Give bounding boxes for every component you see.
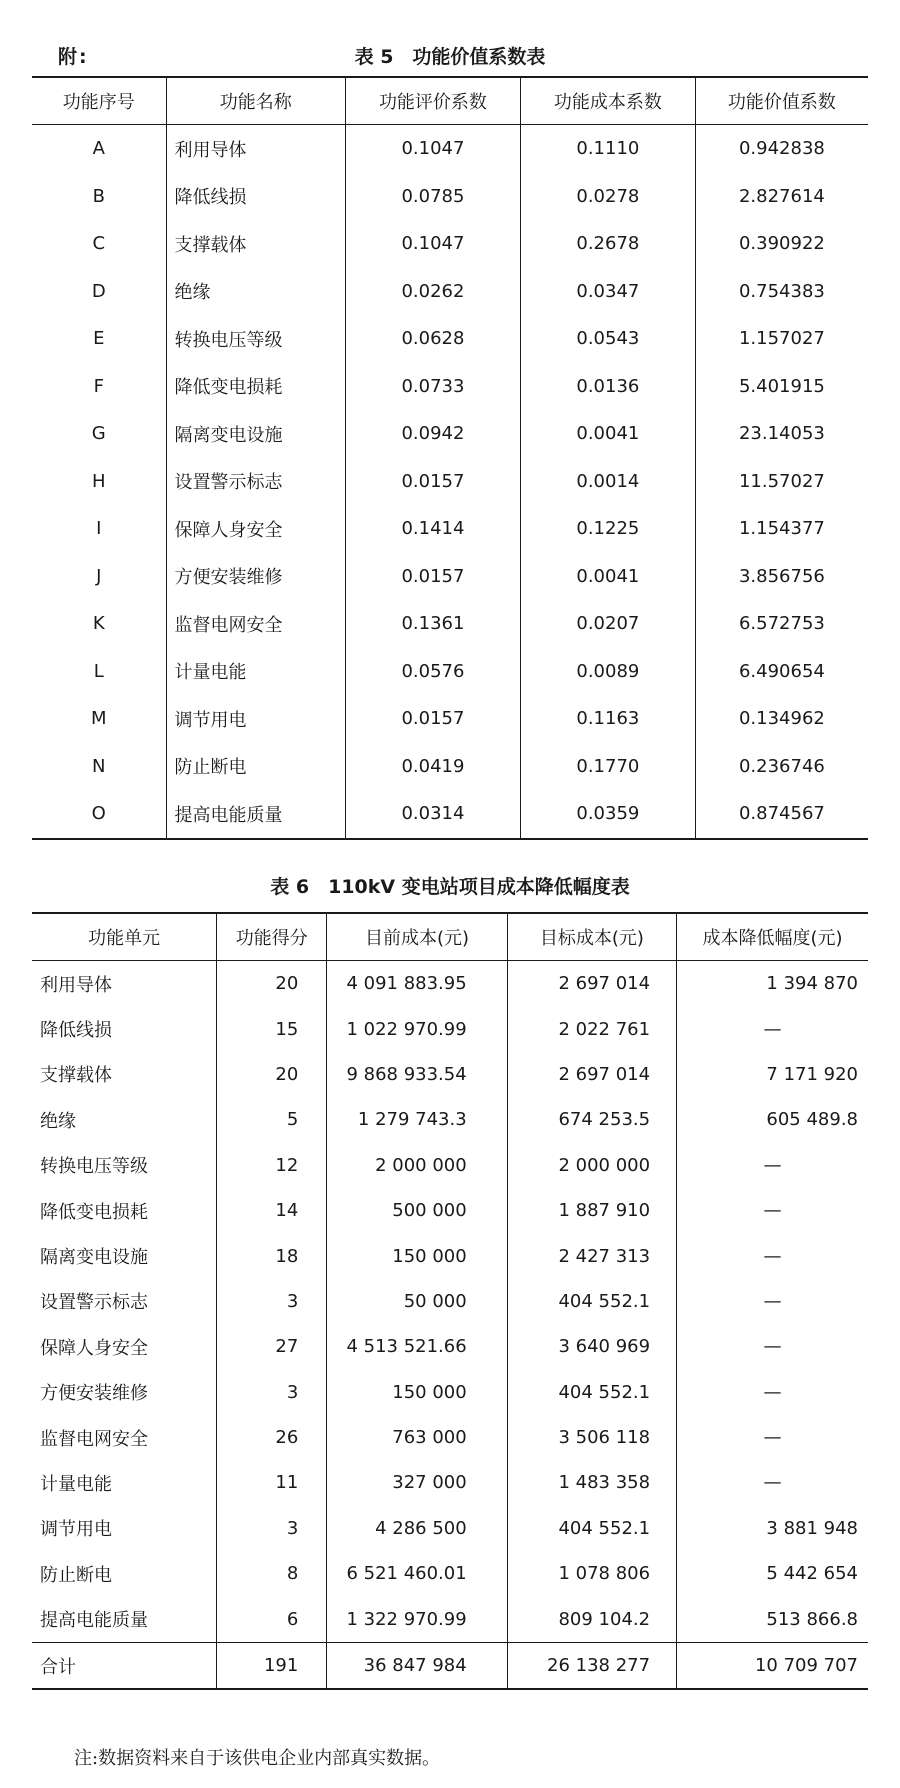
cell-function-unit: 降低变电损耗 — [32, 1188, 217, 1233]
cell-current-cost: 50 000 — [327, 1279, 507, 1324]
cell-function-no: D — [32, 268, 166, 316]
cell-target-cost: 404 552.1 — [507, 1506, 676, 1551]
cell-function-no: L — [32, 648, 166, 696]
cell-cost-reduction: 513 866.8 — [677, 1596, 868, 1642]
table-row — [32, 458, 868, 506]
cell-target-cost: 3 506 118 — [507, 1415, 676, 1460]
cell-function-score: 3 — [217, 1506, 327, 1551]
cell-current-cost: 4 091 883.95 — [327, 961, 507, 1007]
col-target-cost: 目标成本(元) — [507, 913, 676, 961]
cell-target-cost: 404 552.1 — [507, 1279, 676, 1324]
table-row — [32, 1052, 868, 1097]
cell-cost-coefficient: 0.0347 — [520, 268, 695, 316]
table-row — [32, 1506, 868, 1551]
table6-header-row — [32, 913, 868, 961]
cell-function-no: A — [32, 125, 166, 173]
cell-target-cost: 1 483 358 — [507, 1460, 676, 1505]
cell-function-no: M — [32, 695, 166, 743]
col-function-no: 功能序号 — [32, 77, 166, 125]
table-row — [32, 1188, 868, 1233]
cell-target-cost: 809 104.2 — [507, 1596, 676, 1642]
cell-value-coefficient: 6.572753 — [695, 600, 868, 648]
table-row — [32, 505, 868, 553]
cell-function-unit: 监督电网安全 — [32, 1415, 217, 1460]
cell-function-unit: 合计 — [32, 1642, 217, 1689]
cell-value-coefficient: 0.390922 — [695, 220, 868, 268]
cell-evaluation-coefficient: 0.1047 — [345, 220, 520, 268]
col-cost-reduction: 成本降低幅度(元) — [677, 913, 868, 961]
cell-function-name: 计量电能 — [166, 648, 345, 696]
cell-function-name: 支撑载体 — [166, 220, 345, 268]
cell-function-name: 调节用电 — [166, 695, 345, 743]
cell-evaluation-coefficient: 0.0419 — [345, 743, 520, 791]
table-row — [32, 1233, 868, 1278]
cell-cost-coefficient: 0.1110 — [520, 125, 695, 173]
cell-current-cost: 6 521 460.01 — [327, 1551, 507, 1596]
cell-cost-coefficient: 0.2678 — [520, 220, 695, 268]
cell-target-cost: 2 697 014 — [507, 961, 676, 1007]
col-function-unit: 功能单元 — [32, 913, 217, 961]
cell-cost-coefficient: 0.1163 — [520, 695, 695, 743]
cell-function-no: I — [32, 505, 166, 553]
table-row — [32, 1143, 868, 1188]
table5-header-row — [32, 77, 868, 125]
cell-value-coefficient: 0.874567 — [695, 790, 868, 839]
cell-cost-reduction: 5 442 654 — [677, 1551, 868, 1596]
cell-function-name: 保障人身安全 — [166, 505, 345, 553]
table-row — [32, 1415, 868, 1460]
cell-evaluation-coefficient: 0.0157 — [345, 553, 520, 601]
cell-function-name: 提高电能质量 — [166, 790, 345, 839]
cell-function-name: 监督电网安全 — [166, 600, 345, 648]
cell-current-cost: 150 000 — [327, 1370, 507, 1415]
cell-function-no: J — [32, 553, 166, 601]
cell-target-cost: 1 887 910 — [507, 1188, 676, 1233]
table-row — [32, 410, 868, 458]
table-row — [32, 743, 868, 791]
cell-function-score: 12 — [217, 1143, 327, 1188]
cell-function-name: 绝缘 — [166, 268, 345, 316]
cell-function-name: 隔离变电设施 — [166, 410, 345, 458]
cell-target-cost: 2 697 014 — [507, 1052, 676, 1097]
cell-function-score: 5 — [217, 1097, 327, 1142]
cell-evaluation-coefficient: 0.1047 — [345, 125, 520, 173]
cell-value-coefficient: 2.827614 — [695, 173, 868, 221]
cell-value-coefficient: 6.490654 — [695, 648, 868, 696]
cell-evaluation-coefficient: 0.0628 — [345, 315, 520, 363]
cell-function-score: 6 — [217, 1596, 327, 1642]
table-row — [32, 1324, 868, 1369]
cell-cost-reduction: — — [677, 1233, 868, 1278]
cell-function-name: 降低线损 — [166, 173, 345, 221]
table-row — [32, 1097, 868, 1142]
cell-cost-coefficient: 0.1225 — [520, 505, 695, 553]
table-row — [32, 220, 868, 268]
cell-cost-reduction: 3 881 948 — [677, 1506, 868, 1551]
cell-target-cost: 1 078 806 — [507, 1551, 676, 1596]
cell-function-unit: 设置警示标志 — [32, 1279, 217, 1324]
cell-target-cost: 3 640 969 — [507, 1324, 676, 1369]
cell-current-cost: 327 000 — [327, 1460, 507, 1505]
cell-target-cost: 674 253.5 — [507, 1097, 676, 1142]
table-row — [32, 1551, 868, 1596]
cell-value-coefficient: 1.154377 — [695, 505, 868, 553]
cell-function-name: 方便安装维修 — [166, 553, 345, 601]
cell-function-unit: 支撑载体 — [32, 1052, 217, 1097]
cell-function-score: 18 — [217, 1233, 327, 1278]
footnote: 注:数据资料来自于该供电企业内部真实数据。 — [74, 1748, 441, 1769]
cell-target-cost: 2 000 000 — [507, 1143, 676, 1188]
cell-value-coefficient: 1.157027 — [695, 315, 868, 363]
table5-title: 表 5 功能价值系数表 — [354, 46, 546, 68]
cell-evaluation-coefficient: 0.0157 — [345, 695, 520, 743]
cell-cost-coefficient: 0.1770 — [520, 743, 695, 791]
cell-cost-coefficient: 0.0014 — [520, 458, 695, 506]
table-row — [32, 553, 868, 601]
cell-cost-coefficient: 0.0207 — [520, 600, 695, 648]
cell-target-cost: 26 138 277 — [507, 1642, 676, 1689]
cell-value-coefficient: 0.754383 — [695, 268, 868, 316]
cell-evaluation-coefficient: 0.0942 — [345, 410, 520, 458]
cell-evaluation-coefficient: 0.0785 — [345, 173, 520, 221]
cell-function-no: O — [32, 790, 166, 839]
cell-cost-coefficient: 0.0041 — [520, 410, 695, 458]
cell-function-unit: 提高电能质量 — [32, 1596, 217, 1642]
cell-function-unit: 防止断电 — [32, 1551, 217, 1596]
table-row — [32, 1596, 868, 1642]
cell-value-coefficient: 0.942838 — [695, 125, 868, 173]
col-cost-coefficient: 功能成本系数 — [520, 77, 695, 125]
table-row — [32, 1279, 868, 1324]
cell-function-score: 11 — [217, 1460, 327, 1505]
cell-function-score: 3 — [217, 1370, 327, 1415]
total-row — [32, 1642, 868, 1689]
cell-value-coefficient: 3.856756 — [695, 553, 868, 601]
cell-function-unit: 方便安装维修 — [32, 1370, 217, 1415]
table-row — [32, 268, 868, 316]
cell-function-score: 15 — [217, 1006, 327, 1051]
cell-cost-coefficient: 0.0136 — [520, 363, 695, 411]
cell-current-cost: 1 322 970.99 — [327, 1596, 507, 1642]
cell-current-cost: 500 000 — [327, 1188, 507, 1233]
cell-cost-coefficient: 0.0543 — [520, 315, 695, 363]
cell-function-name: 降低变电损耗 — [166, 363, 345, 411]
col-evaluation-coefficient: 功能评价系数 — [345, 77, 520, 125]
attached-label: 附: — [58, 46, 89, 68]
cell-cost-reduction: — — [677, 1460, 868, 1505]
cell-function-score: 191 — [217, 1642, 327, 1689]
table-row — [32, 173, 868, 221]
col-function-score: 功能得分 — [217, 913, 327, 961]
cell-function-no: C — [32, 220, 166, 268]
cell-target-cost: 404 552.1 — [507, 1370, 676, 1415]
cell-evaluation-coefficient: 0.0733 — [345, 363, 520, 411]
cell-cost-reduction: — — [677, 1143, 868, 1188]
cell-value-coefficient: 0.236746 — [695, 743, 868, 791]
cell-function-unit: 转换电压等级 — [32, 1143, 217, 1188]
cell-evaluation-coefficient: 0.1361 — [345, 600, 520, 648]
cell-target-cost: 2 022 761 — [507, 1006, 676, 1051]
cell-current-cost: 763 000 — [327, 1415, 507, 1460]
table-row — [32, 1370, 868, 1415]
cell-value-coefficient: 5.401915 — [695, 363, 868, 411]
table-row — [32, 695, 868, 743]
cell-function-score: 20 — [217, 1052, 327, 1097]
cell-function-no: K — [32, 600, 166, 648]
cell-function-name: 防止断电 — [166, 743, 345, 791]
function-value-coefficient-table — [32, 76, 868, 840]
cell-current-cost: 9 868 933.54 — [327, 1052, 507, 1097]
table-row — [32, 363, 868, 411]
table-row — [32, 790, 868, 839]
cell-cost-reduction: — — [677, 1415, 868, 1460]
cell-function-unit: 计量电能 — [32, 1460, 217, 1505]
cell-function-no: F — [32, 363, 166, 411]
cell-cost-coefficient: 0.0359 — [520, 790, 695, 839]
cell-current-cost: 150 000 — [327, 1233, 507, 1278]
cell-cost-reduction: — — [677, 1370, 868, 1415]
cell-function-unit: 绝缘 — [32, 1097, 217, 1142]
cell-function-name: 设置警示标志 — [166, 458, 345, 506]
cell-function-score: 26 — [217, 1415, 327, 1460]
cell-cost-reduction: — — [677, 1188, 868, 1233]
cell-function-no: E — [32, 315, 166, 363]
cell-evaluation-coefficient: 0.0157 — [345, 458, 520, 506]
cell-current-cost: 4 513 521.66 — [327, 1324, 507, 1369]
cell-cost-coefficient: 0.0278 — [520, 173, 695, 221]
col-current-cost: 目前成本(元) — [327, 913, 507, 961]
table-row — [32, 648, 868, 696]
col-function-name: 功能名称 — [166, 77, 345, 125]
table5-header — [32, 40, 868, 72]
cell-function-score: 14 — [217, 1188, 327, 1233]
cell-value-coefficient: 0.134962 — [695, 695, 868, 743]
cell-function-unit: 降低线损 — [32, 1006, 217, 1051]
cell-function-no: H — [32, 458, 166, 506]
table-row — [32, 125, 868, 173]
cell-cost-reduction: 1 394 870 — [677, 961, 868, 1007]
cell-function-unit: 隔离变电设施 — [32, 1233, 217, 1278]
cell-function-name: 转换电压等级 — [166, 315, 345, 363]
cell-target-cost: 2 427 313 — [507, 1233, 676, 1278]
cell-current-cost: 4 286 500 — [327, 1506, 507, 1551]
cell-cost-reduction: 10 709 707 — [677, 1642, 868, 1689]
table-row — [32, 600, 868, 648]
table-row — [32, 961, 868, 1007]
cost-reduction-table — [32, 912, 868, 1690]
cell-evaluation-coefficient: 0.1414 — [345, 505, 520, 553]
cell-function-unit: 调节用电 — [32, 1506, 217, 1551]
cell-function-unit: 保障人身安全 — [32, 1324, 217, 1369]
cell-function-no: B — [32, 173, 166, 221]
cell-current-cost: 36 847 984 — [327, 1642, 507, 1689]
cell-cost-reduction: 7 171 920 — [677, 1052, 868, 1097]
cell-cost-coefficient: 0.0041 — [520, 553, 695, 601]
cell-current-cost: 1 279 743.3 — [327, 1097, 507, 1142]
table-row — [32, 315, 868, 363]
cell-function-no: N — [32, 743, 166, 791]
table-row — [32, 1006, 868, 1051]
cell-function-name: 利用导体 — [166, 125, 345, 173]
cell-function-score: 20 — [217, 961, 327, 1007]
cell-cost-reduction: — — [677, 1279, 868, 1324]
cell-function-score: 27 — [217, 1324, 327, 1369]
cell-evaluation-coefficient: 0.0314 — [345, 790, 520, 839]
cell-value-coefficient: 11.57027 — [695, 458, 868, 506]
table-row — [32, 1460, 868, 1505]
col-value-coefficient: 功能价值系数 — [695, 77, 868, 125]
table6-title: 表 6 110kV 变电站项目成本降低幅度表 — [270, 876, 630, 898]
cell-cost-reduction: — — [677, 1006, 868, 1051]
cell-evaluation-coefficient: 0.0576 — [345, 648, 520, 696]
cell-value-coefficient: 23.14053 — [695, 410, 868, 458]
cell-function-unit: 利用导体 — [32, 961, 217, 1007]
cell-cost-reduction: 605 489.8 — [677, 1097, 868, 1142]
cell-function-score: 3 — [217, 1279, 327, 1324]
cell-evaluation-coefficient: 0.0262 — [345, 268, 520, 316]
cell-cost-coefficient: 0.0089 — [520, 648, 695, 696]
cell-cost-reduction: — — [677, 1324, 868, 1369]
cell-function-no: G — [32, 410, 166, 458]
cell-current-cost: 2 000 000 — [327, 1143, 507, 1188]
cell-function-score: 8 — [217, 1551, 327, 1596]
cell-current-cost: 1 022 970.99 — [327, 1006, 507, 1051]
